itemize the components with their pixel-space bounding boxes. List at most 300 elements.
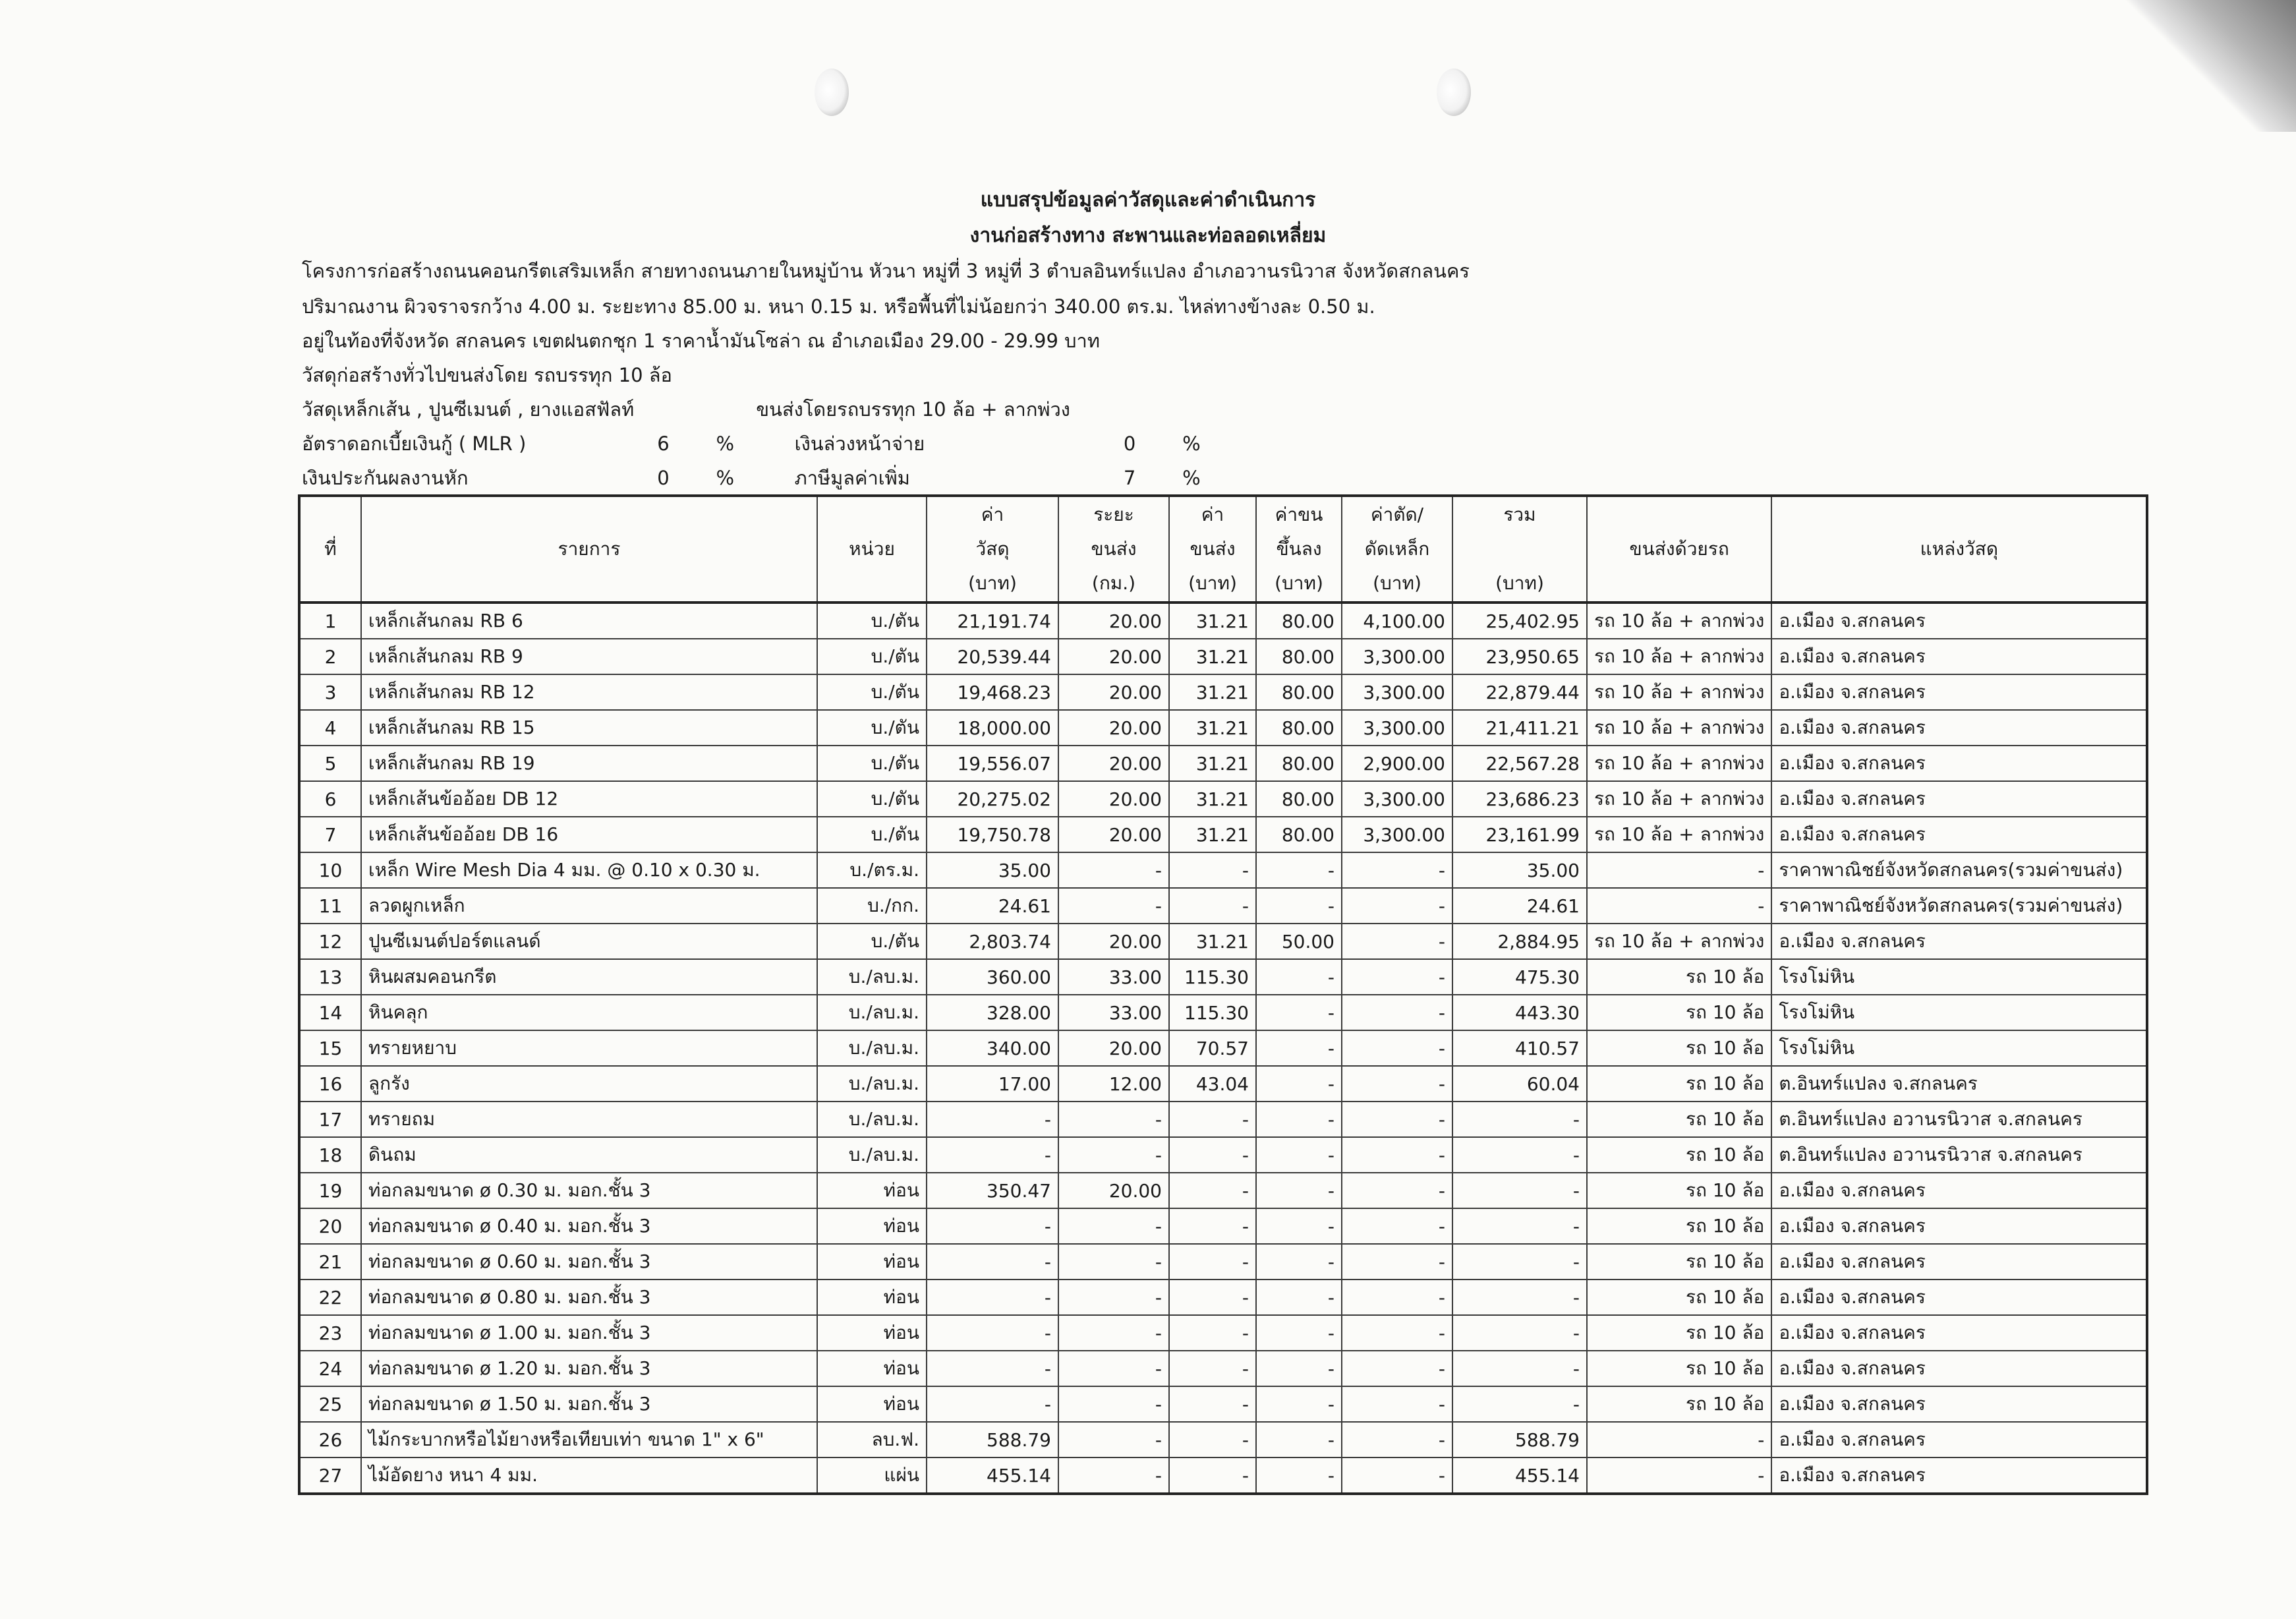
cell-vehicle: รถ 10 ล้อ <box>1587 1351 1771 1386</box>
cell-loading: - <box>1256 1351 1342 1386</box>
table-row <box>299 817 2147 852</box>
cell-item: ท่อกลมขนาด ø 0.30 ม. มอก.ชั้น 3 <box>361 1173 817 1208</box>
advance-value: 0 <box>1123 432 1136 455</box>
cell-total: 588.79 <box>1452 1422 1587 1457</box>
cell-no: 16 <box>299 1066 361 1102</box>
table-row <box>299 1351 2147 1386</box>
cell-item: ปูนซีเมนต์ปอร์ตแลนด์ <box>361 924 817 959</box>
header-vehicle: ขนส่งด้วยรถ <box>1587 496 1771 603</box>
cell-cutting: - <box>1342 1457 1452 1494</box>
cell-vehicle: รถ 10 ล้อ <box>1587 1102 1771 1137</box>
cell-vehicle: รถ 10 ล้อ <box>1587 1386 1771 1422</box>
cell-no: 1 <box>299 603 361 639</box>
cell-distance: - <box>1058 1386 1169 1422</box>
mlr-value: 6 <box>657 432 670 455</box>
cell-loading: 80.00 <box>1256 817 1342 852</box>
punch-hole-left <box>815 69 849 116</box>
cell-loading: - <box>1256 1030 1342 1066</box>
transport-steel-label: วัสดุเหล็กเส้น , ปูนซีเมนต์ , ยางแอสฟัลท์ <box>302 398 635 421</box>
cell-source: อ.เมือง จ.สกลนคร <box>1771 1280 2147 1315</box>
header-distance: ระยะ ขนส่ง (กม.) <box>1058 496 1169 603</box>
cell-source: อ.เมือง จ.สกลนคร <box>1771 710 2147 746</box>
mlr-percent: % <box>716 432 734 455</box>
location-info: อยู่ในท้องที่จังหวัด สกลนคร เขตฝนตกชุก 1 ราคาน้ำมันโซล่า ณ อำเภอเมือง 29.00 - 29.99 บาท <box>302 330 1100 352</box>
cell-item: ท่อกลมขนาด ø 0.80 ม. มอก.ชั้น 3 <box>361 1280 817 1315</box>
cell-total: 25,402.95 <box>1452 603 1587 639</box>
cell-no: 3 <box>299 674 361 710</box>
cell-total: 410.57 <box>1452 1030 1587 1066</box>
page-corner-fold <box>2098 0 2296 132</box>
cell-material-cost: 19,468.23 <box>927 674 1058 710</box>
cell-vehicle: รถ 10 ล้อ + ลากพ่วง <box>1587 781 1771 817</box>
cell-cutting: - <box>1342 1351 1452 1386</box>
cell-cutting: - <box>1342 1244 1452 1280</box>
vat-value: 7 <box>1123 467 1136 489</box>
cell-material-cost: 35.00 <box>927 852 1058 888</box>
cell-vehicle: รถ 10 ล้อ <box>1587 1208 1771 1244</box>
cell-material-cost: - <box>927 1351 1058 1386</box>
cell-material-cost: 2,803.74 <box>927 924 1058 959</box>
cell-source: ราคาพาณิชย์จังหวัดสกลนคร(รวมค่าขนส่ง) <box>1771 852 2147 888</box>
table-row <box>299 1457 2147 1494</box>
cell-cutting: - <box>1342 1066 1452 1102</box>
cell-material-cost: 18,000.00 <box>927 710 1058 746</box>
cell-material-cost: - <box>927 1244 1058 1280</box>
transport-general: วัสดุก่อสร้างทั่วไปขนส่งโดย รถบรรทุก 10 ล้อ <box>302 364 672 386</box>
cell-item: ท่อกลมขนาด ø 0.40 ม. มอก.ชั้น 3 <box>361 1208 817 1244</box>
cell-item: ลวดผูกเหล็ก <box>361 888 817 924</box>
transport-steel-value: ขนส่งโดยรถบรรทุก 10 ล้อ + ลากพ่วง <box>756 398 1070 421</box>
guarantee-value: 0 <box>657 467 670 489</box>
cell-material-cost: 455.14 <box>927 1457 1058 1494</box>
cell-unit: บ./ตัน <box>817 817 927 852</box>
cell-item: ท่อกลมขนาด ø 1.50 ม. มอก.ชั้น 3 <box>361 1386 817 1422</box>
cell-distance: - <box>1058 1422 1169 1457</box>
cell-unit: ท่อน <box>817 1173 927 1208</box>
cell-item: เหล็กเส้นข้ออ้อย DB 16 <box>361 817 817 852</box>
cell-distance: 33.00 <box>1058 995 1169 1030</box>
cell-unit: บ./ตัน <box>817 781 927 817</box>
cell-no: 6 <box>299 781 361 817</box>
cell-material-cost: 350.47 <box>927 1173 1058 1208</box>
cell-no: 5 <box>299 746 361 781</box>
table-row <box>299 1102 2147 1137</box>
cell-source: อ.เมือง จ.สกลนคร <box>1771 1386 2147 1422</box>
work-quantity: ปริมาณงาน ผิวจราจรกว้าง 4.00 ม. ระยะทาง 85.00 ม. หนา 0.15 ม. หรือพื้นที่ไม่น้อยกว่า 340.00 ตร.ม. ไหล่ทางข้างละ 0.50 ม. <box>302 295 1375 318</box>
cell-distance: 20.00 <box>1058 1030 1169 1066</box>
cell-unit: แผ่น <box>817 1457 927 1494</box>
cell-distance: - <box>1058 1351 1169 1386</box>
cell-source: อ.เมือง จ.สกลนคร <box>1771 639 2147 674</box>
vat-percent: % <box>1182 467 1201 489</box>
table-row <box>299 746 2147 781</box>
cell-item: เหล็กเส้นกลม RB 6 <box>361 603 817 639</box>
cell-unit: บ./ลบ.ม. <box>817 1102 927 1137</box>
cell-material-cost: 19,750.78 <box>927 817 1058 852</box>
table-row <box>299 1422 2147 1457</box>
header-unit: หน่วย <box>817 496 927 603</box>
cell-source: อ.เมือง จ.สกลนคร <box>1771 746 2147 781</box>
table-header-row <box>299 496 2147 603</box>
cell-unit: บ./ลบ.ม. <box>817 1137 927 1173</box>
cell-material-cost: 588.79 <box>927 1422 1058 1457</box>
cell-transport-cost: - <box>1169 1173 1256 1208</box>
cell-material-cost: - <box>927 1315 1058 1351</box>
cell-material-cost: 24.61 <box>927 888 1058 924</box>
cell-no: 24 <box>299 1351 361 1386</box>
cell-transport-cost: - <box>1169 1351 1256 1386</box>
cell-unit: บ./ตัน <box>817 924 927 959</box>
cell-cutting: - <box>1342 1386 1452 1422</box>
cell-item: หินคลุก <box>361 995 817 1030</box>
cell-transport-cost: 31.21 <box>1169 603 1256 639</box>
cell-transport-cost: 31.21 <box>1169 710 1256 746</box>
cell-transport-cost: - <box>1169 1386 1256 1422</box>
cell-total: 22,567.28 <box>1452 746 1587 781</box>
cell-distance: 33.00 <box>1058 959 1169 995</box>
cell-loading: - <box>1256 1066 1342 1102</box>
mlr-row <box>302 428 1201 459</box>
cell-cutting: - <box>1342 1102 1452 1137</box>
cell-no: 26 <box>299 1422 361 1457</box>
cell-cutting: 3,300.00 <box>1342 639 1452 674</box>
cell-loading: - <box>1256 959 1342 995</box>
cell-total: 443.30 <box>1452 995 1587 1030</box>
cell-total: 23,950.65 <box>1452 639 1587 674</box>
table-row <box>299 1066 2147 1102</box>
transport-steel <box>302 394 1070 425</box>
cell-vehicle: รถ 10 ล้อ <box>1587 1030 1771 1066</box>
cell-vehicle: รถ 10 ล้อ <box>1587 1137 1771 1173</box>
cell-loading: - <box>1256 1137 1342 1173</box>
cell-distance: - <box>1058 1280 1169 1315</box>
cell-cutting: - <box>1342 995 1452 1030</box>
cell-vehicle: - <box>1587 888 1771 924</box>
cell-total: - <box>1452 1173 1587 1208</box>
cell-no: 10 <box>299 852 361 888</box>
cell-distance: 20.00 <box>1058 781 1169 817</box>
cell-vehicle: รถ 10 ล้อ <box>1587 1280 1771 1315</box>
cell-distance: - <box>1058 1244 1169 1280</box>
cell-source: ต.อินทร์แปลง อวานรนิวาส จ.สกลนคร <box>1771 1102 2147 1137</box>
table-row <box>299 674 2147 710</box>
cell-vehicle: รถ 10 ล้อ <box>1587 959 1771 995</box>
vat-label: ภาษีมูลค่าเพิ่ม <box>794 467 910 489</box>
cell-vehicle: รถ 10 ล้อ <box>1587 995 1771 1030</box>
cell-material-cost: 360.00 <box>927 959 1058 995</box>
cell-total: 60.04 <box>1452 1066 1587 1102</box>
cell-cutting: - <box>1342 1280 1452 1315</box>
cell-no: 14 <box>299 995 361 1030</box>
cell-unit: ท่อน <box>817 1244 927 1280</box>
cell-transport-cost: - <box>1169 1137 1256 1173</box>
table-row <box>299 852 2147 888</box>
cell-cutting: 3,300.00 <box>1342 781 1452 817</box>
cell-loading: - <box>1256 1244 1342 1280</box>
cell-vehicle: รถ 10 ล้อ + ลากพ่วง <box>1587 710 1771 746</box>
advance-label: เงินล่วงหน้าจ่าย <box>794 432 925 455</box>
cell-transport-cost: 31.21 <box>1169 924 1256 959</box>
table-row <box>299 1137 2147 1173</box>
cell-unit: บ./ตัน <box>817 603 927 639</box>
cell-distance: 20.00 <box>1058 639 1169 674</box>
cell-distance: - <box>1058 1208 1169 1244</box>
cell-cutting: 3,300.00 <box>1342 710 1452 746</box>
cell-source: โรงโม่หิน <box>1771 959 2147 995</box>
cell-source: ราคาพาณิชย์จังหวัดสกลนคร(รวมค่าขนส่ง) <box>1771 888 2147 924</box>
cell-no: 20 <box>299 1208 361 1244</box>
cell-loading: 80.00 <box>1256 639 1342 674</box>
cell-source: อ.เมือง จ.สกลนคร <box>1771 1315 2147 1351</box>
cell-distance: - <box>1058 1315 1169 1351</box>
cell-loading: 80.00 <box>1256 710 1342 746</box>
cell-no: 15 <box>299 1030 361 1066</box>
cell-cutting: - <box>1342 1173 1452 1208</box>
cell-transport-cost: - <box>1169 888 1256 924</box>
guarantee-row <box>302 463 1201 493</box>
cell-distance: 20.00 <box>1058 746 1169 781</box>
cell-no: 27 <box>299 1457 361 1494</box>
cell-transport-cost: - <box>1169 1102 1256 1137</box>
cell-distance: 20.00 <box>1058 674 1169 710</box>
table-row <box>299 959 2147 995</box>
table-row <box>299 1208 2147 1244</box>
table-row <box>299 1173 2147 1208</box>
cell-transport-cost: 70.57 <box>1169 1030 1256 1066</box>
materials-table <box>298 494 2148 1495</box>
cell-unit: ท่อน <box>817 1208 927 1244</box>
cell-no: 22 <box>299 1280 361 1315</box>
cell-source: โรงโม่หิน <box>1771 1030 2147 1066</box>
cell-item: ลูกรัง <box>361 1066 817 1102</box>
title-line-1: แบบสรุปข้อมูลค่าวัสดุและค่าดำเนินการ <box>980 189 1316 212</box>
cell-distance: - <box>1058 1457 1169 1494</box>
cell-transport-cost: 31.21 <box>1169 817 1256 852</box>
cell-item: ไม้กระบากหรือไม้ยางหรือเทียบเท่า ขนาด 1" x 6" <box>361 1422 817 1457</box>
cell-total: - <box>1452 1244 1587 1280</box>
cell-material-cost: - <box>927 1280 1058 1315</box>
cell-cutting: - <box>1342 1208 1452 1244</box>
cell-item: ท่อกลมขนาด ø 1.20 ม. มอก.ชั้น 3 <box>361 1351 817 1386</box>
cell-distance: - <box>1058 888 1169 924</box>
table-row <box>299 995 2147 1030</box>
cell-source: อ.เมือง จ.สกลนคร <box>1771 1244 2147 1280</box>
cell-total: - <box>1452 1351 1587 1386</box>
cell-source: โรงโม่หิน <box>1771 995 2147 1030</box>
cell-cutting: - <box>1342 888 1452 924</box>
cell-total: 23,161.99 <box>1452 817 1587 852</box>
header-total: รวม (บาท) <box>1452 496 1587 603</box>
cell-unit: บ./ตัน <box>817 710 927 746</box>
cell-material-cost: 19,556.07 <box>927 746 1058 781</box>
cell-distance: 20.00 <box>1058 817 1169 852</box>
cell-source: อ.เมือง จ.สกลนคร <box>1771 1422 2147 1457</box>
mlr-label: อัตราดอกเบี้ยเงินกู้ ( MLR ) <box>302 432 527 455</box>
table-row <box>299 1280 2147 1315</box>
cell-no: 23 <box>299 1315 361 1351</box>
header-no: ที่ <box>299 496 361 603</box>
cell-transport-cost: 31.21 <box>1169 781 1256 817</box>
cell-source: อ.เมือง จ.สกลนคร <box>1771 1351 2147 1386</box>
cell-total: 21,411.21 <box>1452 710 1587 746</box>
cell-distance: 20.00 <box>1058 1173 1169 1208</box>
cell-item: ทรายหยาบ <box>361 1030 817 1066</box>
cell-unit: บ./ลบ.ม. <box>817 1066 927 1102</box>
cell-transport-cost: - <box>1169 1315 1256 1351</box>
cell-unit: ท่อน <box>817 1280 927 1315</box>
cell-item: เหล็ก Wire Mesh Dia 4 มม. @ 0.10 x 0.30 ม. <box>361 852 817 888</box>
table-row <box>299 1030 2147 1066</box>
cell-cutting: 3,300.00 <box>1342 817 1452 852</box>
advance-percent: % <box>1182 432 1201 455</box>
cell-unit: บ./ลบ.ม. <box>817 995 927 1030</box>
cell-transport-cost: 115.30 <box>1169 959 1256 995</box>
cell-transport-cost: - <box>1169 1457 1256 1494</box>
guarantee-percent: % <box>716 467 734 489</box>
cell-item: ดินถม <box>361 1137 817 1173</box>
cell-transport-cost: - <box>1169 1280 1256 1315</box>
cell-loading: 80.00 <box>1256 746 1342 781</box>
cell-transport-cost: - <box>1169 1244 1256 1280</box>
cell-no: 21 <box>299 1244 361 1280</box>
cell-no: 11 <box>299 888 361 924</box>
cell-total: 475.30 <box>1452 959 1587 995</box>
cell-cutting: 2,900.00 <box>1342 746 1452 781</box>
cell-material-cost: - <box>927 1208 1058 1244</box>
cell-no: 17 <box>299 1102 361 1137</box>
cell-cutting: - <box>1342 1137 1452 1173</box>
cell-unit: บ./ตัน <box>817 674 927 710</box>
cell-item: เหล็กเส้นกลม RB 15 <box>361 710 817 746</box>
cell-material-cost: - <box>927 1137 1058 1173</box>
cell-loading: 80.00 <box>1256 603 1342 639</box>
cell-no: 7 <box>299 817 361 852</box>
cell-no: 19 <box>299 1173 361 1208</box>
cell-transport-cost: - <box>1169 852 1256 888</box>
cell-distance: 12.00 <box>1058 1066 1169 1102</box>
table-row <box>299 924 2147 959</box>
cell-source: ต.อินทร์แปลง จ.สกลนคร <box>1771 1066 2147 1102</box>
cell-total: - <box>1452 1137 1587 1173</box>
cell-total: 24.61 <box>1452 888 1587 924</box>
cell-total: - <box>1452 1102 1587 1137</box>
table-row <box>299 1386 2147 1422</box>
cell-loading: - <box>1256 1386 1342 1422</box>
cell-item: เหล็กเส้นกลม RB 12 <box>361 674 817 710</box>
cell-distance: 20.00 <box>1058 710 1169 746</box>
cell-total: - <box>1452 1280 1587 1315</box>
cell-source: อ.เมือง จ.สกลนคร <box>1771 1173 2147 1208</box>
cell-item: ท่อกลมขนาด ø 0.60 ม. มอก.ชั้น 3 <box>361 1244 817 1280</box>
title-line-2: งานก่อสร้างทาง สะพานและท่อลอดเหลี่ยม <box>969 224 1327 247</box>
cell-cutting: - <box>1342 924 1452 959</box>
table-row <box>299 1315 2147 1351</box>
cell-distance: - <box>1058 852 1169 888</box>
header-loading: ค่าขน ขึ้นลง (บาท) <box>1256 496 1342 603</box>
cell-transport-cost: 31.21 <box>1169 639 1256 674</box>
cell-loading: - <box>1256 1173 1342 1208</box>
cell-unit: บ./ตัน <box>817 746 927 781</box>
cell-transport-cost: 31.21 <box>1169 674 1256 710</box>
cell-material-cost: - <box>927 1102 1058 1137</box>
cell-vehicle: - <box>1587 1422 1771 1457</box>
cell-cutting: - <box>1342 852 1452 888</box>
cell-cutting: - <box>1342 1315 1452 1351</box>
cell-material-cost: 328.00 <box>927 995 1058 1030</box>
cell-loading: - <box>1256 1102 1342 1137</box>
cell-material-cost: 20,275.02 <box>927 781 1058 817</box>
cell-source: อ.เมือง จ.สกลนคร <box>1771 1208 2147 1244</box>
header-source: แหล่งวัสดุ <box>1771 496 2147 603</box>
cell-vehicle: รถ 10 ล้อ <box>1587 1173 1771 1208</box>
guarantee-label: เงินประกันผลงานหัก <box>302 467 469 489</box>
cell-unit: บ./กก. <box>817 888 927 924</box>
cell-unit: บ./ตัน <box>817 639 927 674</box>
cell-item: ไม้อัดยาง หนา 4 มม. <box>361 1457 817 1494</box>
table-row <box>299 710 2147 746</box>
cell-total: 22,879.44 <box>1452 674 1587 710</box>
punch-hole-right <box>1437 69 1471 116</box>
cell-vehicle: รถ 10 ล้อ + ลากพ่วง <box>1587 746 1771 781</box>
cell-cutting: - <box>1342 1030 1452 1066</box>
cell-cutting: - <box>1342 1422 1452 1457</box>
cell-item: เหล็กเส้นกลม RB 19 <box>361 746 817 781</box>
cell-total: 23,686.23 <box>1452 781 1587 817</box>
cell-material-cost: 21,191.74 <box>927 603 1058 639</box>
cell-vehicle: รถ 10 ล้อ <box>1587 1066 1771 1102</box>
cell-distance: - <box>1058 1137 1169 1173</box>
cell-loading: - <box>1256 1457 1342 1494</box>
cell-total: 2,884.95 <box>1452 924 1587 959</box>
cell-vehicle: รถ 10 ล้อ + ลากพ่วง <box>1587 639 1771 674</box>
header-transport-cost: ค่า ขนส่ง (บาท) <box>1169 496 1256 603</box>
cell-unit: บ./ลบ.ม. <box>817 1030 927 1066</box>
table-row <box>299 603 2147 639</box>
cell-vehicle: - <box>1587 852 1771 888</box>
cell-loading: - <box>1256 1280 1342 1315</box>
cell-total: - <box>1452 1208 1587 1244</box>
cell-loading: - <box>1256 1315 1342 1351</box>
cell-source: อ.เมือง จ.สกลนคร <box>1771 781 2147 817</box>
cell-item: เหล็กเส้นข้ออ้อย DB 12 <box>361 781 817 817</box>
cell-material-cost: 17.00 <box>927 1066 1058 1102</box>
cell-unit: ท่อน <box>817 1351 927 1386</box>
cell-unit: บ./ลบ.ม. <box>817 959 927 995</box>
cell-unit: บ./ตร.ม. <box>817 852 927 888</box>
cell-transport-cost: - <box>1169 1208 1256 1244</box>
cell-item: ท่อกลมขนาด ø 1.00 ม. มอก.ชั้น 3 <box>361 1315 817 1351</box>
cell-no: 13 <box>299 959 361 995</box>
header-item: รายการ <box>361 496 817 603</box>
cell-transport-cost: 43.04 <box>1169 1066 1256 1102</box>
cell-cutting: 4,100.00 <box>1342 603 1452 639</box>
table-row <box>299 888 2147 924</box>
cell-loading: - <box>1256 852 1342 888</box>
cell-transport-cost: 115.30 <box>1169 995 1256 1030</box>
cell-source: อ.เมือง จ.สกลนคร <box>1771 924 2147 959</box>
cell-vehicle: รถ 10 ล้อ + ลากพ่วง <box>1587 674 1771 710</box>
project-description: โครงการก่อสร้างถนนคอนกรีตเสริมเหล็ก สายทางถนนภายในหมู่บ้าน หัวนา หมู่ที่ 3 หมู่ที่ 3 ตำบลอินทร์แปลง อำเภอวานรนิวาส จังหวัดสกลนคร <box>302 260 1470 282</box>
cell-loading: - <box>1256 888 1342 924</box>
table-body <box>299 603 2147 1494</box>
header-cutting: ค่าตัด/ ดัดเหล็ก (บาท) <box>1342 496 1452 603</box>
cell-unit: ท่อน <box>817 1386 927 1422</box>
cell-distance: 20.00 <box>1058 603 1169 639</box>
cell-material-cost: - <box>927 1386 1058 1422</box>
cell-vehicle: รถ 10 ล้อ <box>1587 1244 1771 1280</box>
cell-vehicle: รถ 10 ล้อ <box>1587 1315 1771 1351</box>
cell-source: อ.เมือง จ.สกลนคร <box>1771 1457 2147 1494</box>
